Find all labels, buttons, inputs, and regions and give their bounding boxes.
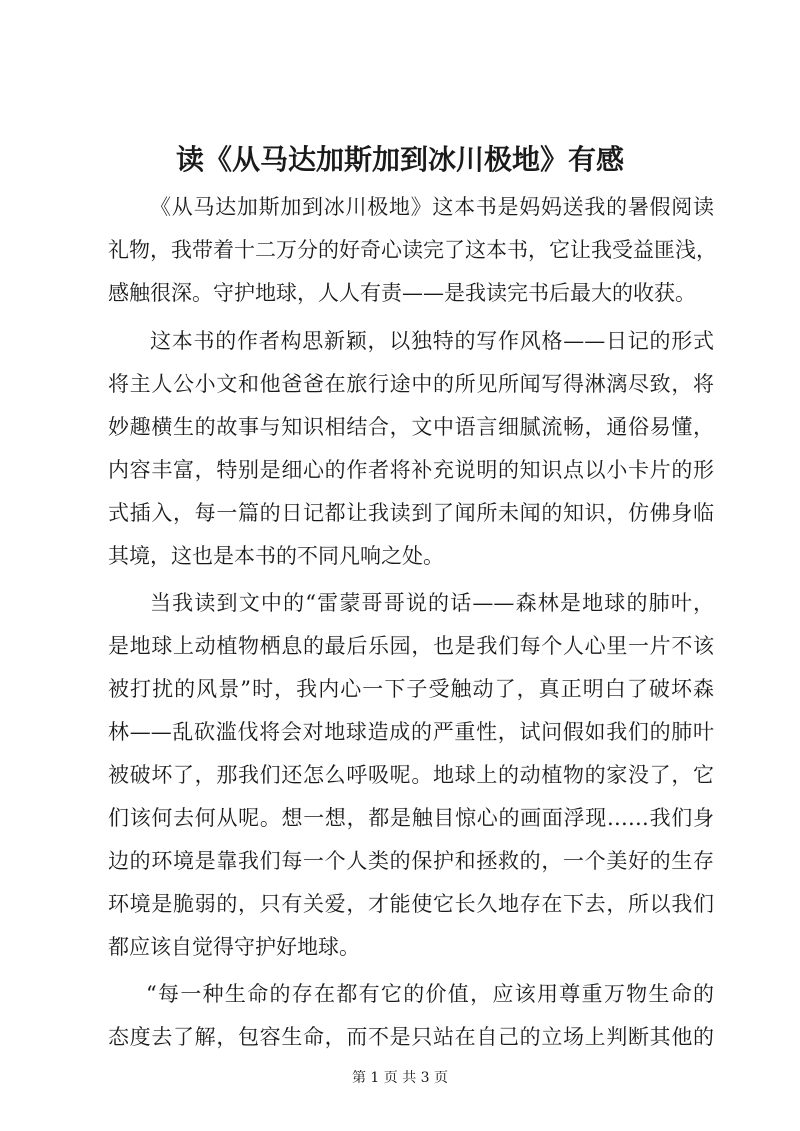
- text-line: 其境，这也是本书的不同凡响之处。: [108, 544, 444, 568]
- text-line: 是地球上动植物栖息的最后乐园，也是我们每个人心里一片不该: [108, 634, 714, 658]
- text-line: 内容丰富，特别是细心的作者将补充说明的知识点以小卡片的形: [108, 458, 714, 482]
- page-number-footer: 第 1 页 共 3 页: [351, 1070, 449, 1086]
- document-title: 读《从马达加斯加到冰川极地》有感: [175, 143, 624, 176]
- text-line: 将主人公小文和他爸爸在旅行途中的所见所闻写得淋漓尽致，将: [108, 372, 714, 396]
- text-line: 式插入，每一篇的日记都让我读到了闻所未闻的知识，仿佛身临: [108, 501, 714, 525]
- text-line: 都应该自觉得守护好地球。: [108, 935, 360, 959]
- text-line: 被打扰的风景”时，我内心一下子受触动了，真正明白了破坏森: [108, 677, 714, 701]
- text-line: 态度去了解，包容生命，而不是只站在自己的立场上判断其他的: [108, 1025, 714, 1049]
- text-line: 们该何去何从呢。想一想，都是触目惊心的画面浮现……我们身: [108, 806, 714, 830]
- text-line: 边的环境是靠我们每一个人类的保护和拯救的，一个美好的生存: [108, 849, 714, 873]
- text-line: 这本书的作者构思新颖，以独特的写作风格——日记的形式: [150, 329, 714, 353]
- text-line: 当我读到文中的“雷蒙哥哥说的话——森林是地球的肺叶，: [150, 591, 714, 615]
- text-line: 妙趣横生的故事与知识相结合，文中语言细腻流畅，通俗易懂，: [108, 415, 714, 439]
- text-line: 林——乱砍滥伐将会对地球造成的严重性，试问假如我们的肺叶: [108, 720, 714, 744]
- text-line: 感触很深。守护地球，人人有责——是我读完书后最大的收获。: [108, 281, 696, 305]
- text-line: 环境是脆弱的，只有关爱，才能使它长久地存在下去，所以我们: [108, 892, 714, 916]
- text-line: 礼物，我带着十二万分的好奇心读完了这本书，它让我受益匪浅，: [108, 238, 717, 262]
- text-line: 《从马达加斯加到冰川极地》这本书是妈妈送我的暑假阅读: [150, 195, 714, 219]
- text-line: “每一种生命的存在都有它的价值，应该用尊重万物生命的: [146, 982, 714, 1006]
- text-line: 被破坏了，那我们还怎么呼吸呢。地球上的动植物的家没了，它: [108, 763, 714, 787]
